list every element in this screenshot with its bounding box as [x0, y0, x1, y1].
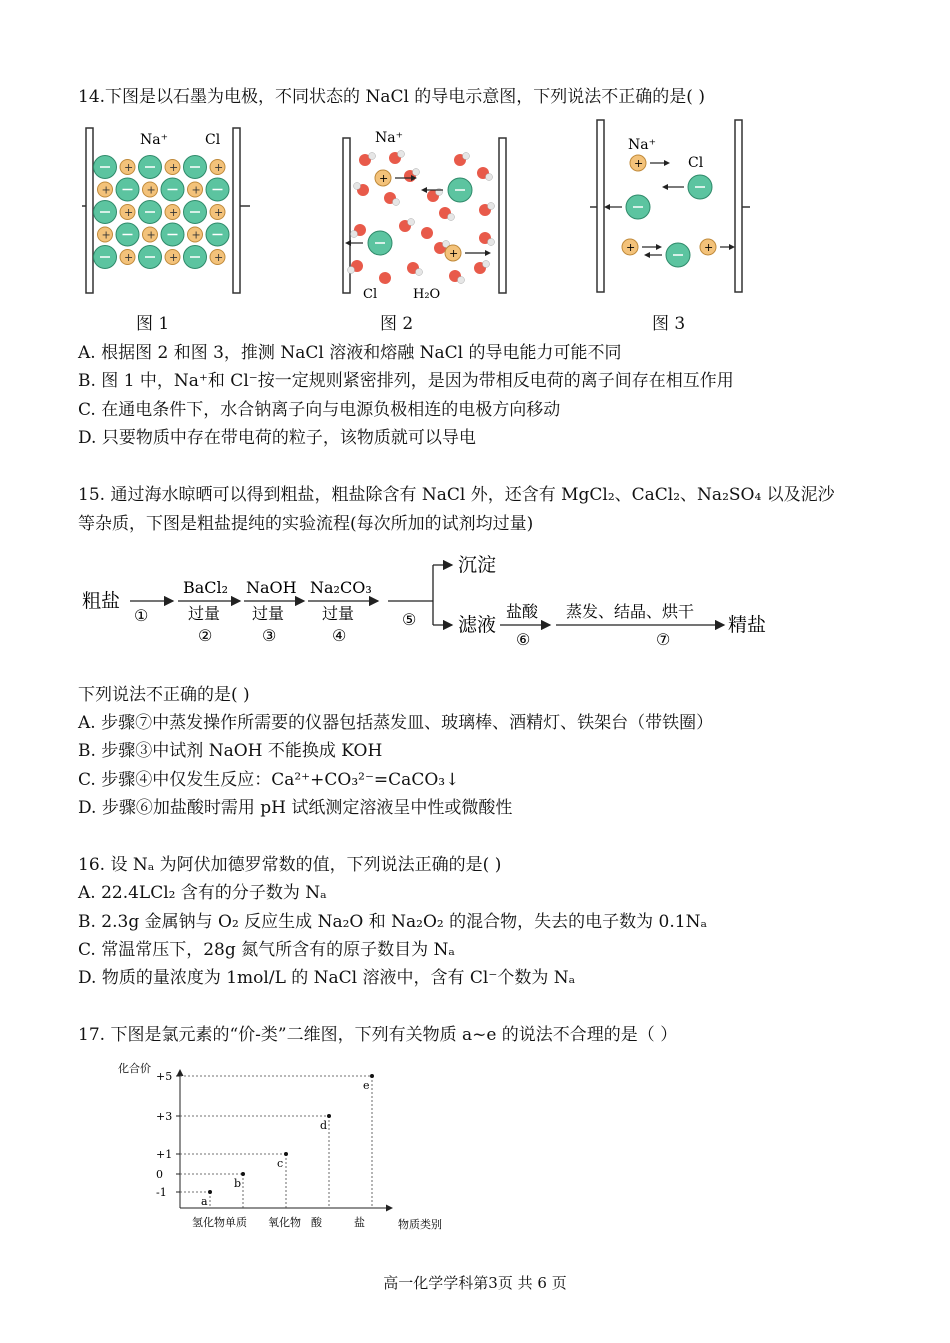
flow-step4: ④: [332, 626, 347, 645]
flow-step6: ⑥: [516, 630, 531, 649]
q16-option-a: A. 22.4LCl₂ 含有的分子数为 Nₐ: [78, 883, 327, 903]
svg-text:+: +: [146, 183, 156, 197]
flow-cond1: 过量: [188, 604, 221, 623]
q15-option-c: C. 步骤④中仅发生反应：Ca²⁺+CO₃²⁻=CaCO₃↓: [78, 770, 460, 790]
y-tick-label: +1: [156, 1148, 173, 1161]
point-e: [370, 1074, 374, 1078]
q15-option-d: D. 步骤⑥加盐酸时需用 pH 试纸测定溶液呈中性或微酸性: [78, 798, 513, 818]
q15-option-b: B. 步骤③中试剂 NaOH 不能换成 KOH: [78, 741, 383, 761]
fig3-caption: 图 3: [652, 314, 686, 334]
q14-figure2: [335, 118, 515, 303]
svg-text:+: +: [214, 161, 224, 174]
x-tick-label: 酸: [311, 1216, 322, 1229]
point-label-e: e: [363, 1079, 370, 1092]
fig1-caption: 图 1: [136, 314, 170, 334]
q16-option-c: C. 常温常压下，28g 氮气所含有的原子数目为 Nₐ: [78, 940, 455, 960]
x-tick-label: 盐: [354, 1216, 365, 1229]
flow-filtrate: 滤液: [458, 614, 497, 636]
svg-text:+: +: [124, 161, 134, 174]
fig2-na-label: Na⁺: [375, 130, 403, 146]
q15-option-a: A. 步骤⑦中蒸发操作所需要的仪器包括蒸发皿、玻璃棒、酒精灯、铁架台（带铁圈）: [78, 713, 714, 733]
svg-text:+: +: [124, 251, 134, 264]
svg-text:+: +: [379, 172, 389, 185]
fig1-cl-label: Cl: [205, 132, 221, 148]
chart-xlabel: 物质类别: [398, 1218, 442, 1231]
y-tick-label: +5: [156, 1070, 173, 1083]
svg-text:+: +: [146, 228, 156, 242]
q14-option-d: D. 只要物质中存在带电荷的粒子，该物质就可以导电: [78, 428, 476, 448]
q16-option-b: B. 2.3g 金属钠与 O₂ 反应生成 Na₂O 和 Na₂O₂ 的混合物，失去的电子数为 0.1Nₐ: [78, 912, 708, 932]
svg-text:+: +: [634, 157, 644, 170]
fig3-cl-label: Cl: [688, 155, 704, 171]
q14-option-b: B. 图 1 中，Na⁺和 Cl⁻按一定规则紧密排列，是因为带相反电荷的离子间存在相互作用: [78, 371, 734, 391]
flow-cond2: 过量: [252, 604, 285, 623]
page-footer: 高一化学学科第3页 共 6 页: [383, 1274, 567, 1292]
x-tick-label: 氧化物: [268, 1216, 301, 1229]
flow-step3: ③: [262, 626, 277, 645]
flow-step5: ⑤: [402, 610, 417, 629]
fig3-na-label: Na⁺: [628, 137, 656, 153]
point-label-c: c: [277, 1157, 284, 1170]
q14-stem: 14.下图是以石墨为电极，不同状态的 NaCl 的导电示意图，下列说法不正确的是( ): [78, 87, 705, 107]
svg-text:+: +: [101, 183, 111, 197]
flow-reagent5: 蒸发、结晶、烘干: [566, 602, 695, 621]
y-tick-label: -1: [156, 1186, 167, 1199]
flow-reagent1: BaCl₂: [183, 578, 229, 597]
svg-text:+: +: [449, 247, 459, 260]
q16-stem: 16. 设 Nₐ 为阿伏加德罗常数的值，下列说法正确的是( ): [78, 855, 502, 875]
x-tick-label: 氢化物: [192, 1216, 225, 1229]
q15-stem-line1: 15. 通过海水晾晒可以得到粗盐，粗盐除含有 NaCl 外，还含有 MgCl₂、CaCl₂、Na₂SO₄ 以及泥沙: [78, 485, 835, 505]
q14-figure1: [78, 118, 258, 303]
y-tick-label: 0: [156, 1168, 163, 1181]
flow-step1: ①: [134, 606, 149, 625]
flow-reagent3: Na₂CO₃: [310, 578, 372, 597]
flow-start: 粗盐: [82, 590, 121, 612]
flow-precipitate: 沉淀: [458, 554, 497, 576]
point-a: [208, 1190, 212, 1194]
q17-valence-chart: [110, 1058, 470, 1243]
svg-text:+: +: [169, 206, 179, 219]
fig2-h2o-label: H₂O: [413, 287, 441, 302]
flow-step7: ⑦: [656, 630, 671, 649]
q14-figure3: [588, 115, 763, 300]
q15-stem-line2: 等杂质，下图是粗盐提纯的实验流程(每次所加的试剂均过量): [78, 514, 534, 534]
q14-option-a: A. 根据图 2 和图 3，推测 NaCl 溶液和熔融 NaCl 的导电能力可能不同: [78, 343, 622, 363]
point-b: [241, 1172, 245, 1176]
point-label-b: b: [234, 1177, 242, 1190]
fig1-na-label: Na⁺: [140, 132, 168, 148]
q15-flowchart: [78, 545, 798, 655]
flow-step2: ②: [198, 626, 213, 645]
flow-cond3: 过量: [322, 604, 355, 623]
svg-text:+: +: [214, 251, 224, 264]
point-label-d: d: [320, 1119, 328, 1132]
flow-reagent4: 盐酸: [506, 602, 539, 621]
svg-text:+: +: [191, 228, 201, 242]
q16-option-d: D. 物质的量浓度为 1mol/L 的 NaCl 溶液中，含有 Cl⁻个数为 Nₐ: [78, 968, 576, 988]
svg-text:+: +: [191, 183, 201, 197]
svg-text:+: +: [169, 161, 179, 174]
water-molecules: [348, 151, 495, 285]
y-tick-label: +3: [156, 1110, 173, 1123]
flow-reagent2: NaOH: [246, 578, 297, 597]
nacl-lattice: [94, 156, 230, 269]
point-label-a: a: [201, 1195, 208, 1208]
x-tick-label: 单质: [225, 1216, 247, 1229]
svg-text:+: +: [169, 251, 179, 264]
fig2-cl-label: Cl: [363, 287, 378, 302]
point-d: [327, 1114, 331, 1118]
fig2-caption: 图 2: [380, 314, 414, 334]
svg-text:+: +: [214, 206, 224, 219]
q15-question: 下列说法不正确的是( ): [78, 685, 250, 705]
q14-option-c: C. 在通电条件下，水合钠离子向与电源负极相连的电极方向移动: [78, 400, 561, 420]
flow-end: 精盐: [728, 614, 767, 636]
point-c: [284, 1152, 288, 1156]
chart-ylabel: 化合价: [118, 1062, 151, 1075]
svg-text:+: +: [124, 206, 134, 219]
svg-text:+: +: [626, 241, 636, 254]
svg-text:+: +: [101, 228, 111, 242]
q17-stem: 17. 下图是氯元素的“价-类”二维图，下列有关物质 a~e 的说法不合理的是（ ）: [78, 1025, 678, 1045]
svg-text:+: +: [704, 241, 714, 254]
